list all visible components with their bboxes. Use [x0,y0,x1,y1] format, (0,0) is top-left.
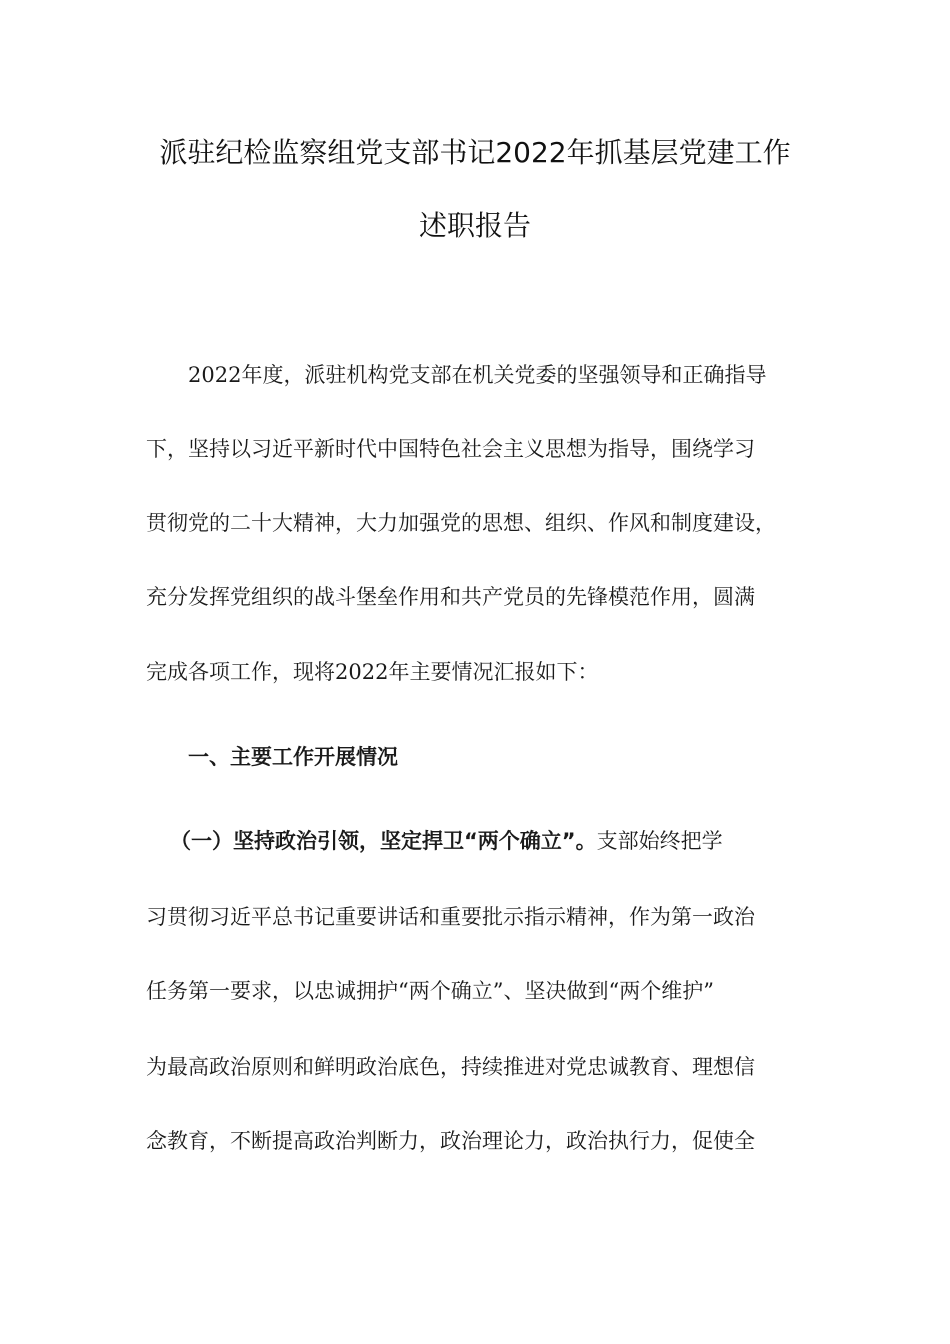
subsection-line-2: 习贯彻习近平总书记重要讲话和重要批示指示精神，作为第一政治 [146,905,755,929]
section-heading: 一、主要工作开展情况 [188,745,398,769]
intro-line-4: 充分发挥党组织的战斗堡垒作用和共产党员的先锋模范作用，圆满 [146,585,755,609]
subsection-line-3: 任务第一要求，以忠诚拥护“两个确立”、坚决做到“两个维护” [146,979,714,1003]
document-title-line-2: 述职报告 [418,209,531,242]
intro-line-5: 完成各项工作，现将2022年主要情况汇报如下： [146,660,599,684]
intro-line-2: 下，坚持以习近平新时代中国特色社会主义思想为指导，围绕学习 [146,437,755,461]
subsection-bold-lead: （一）坚持政治引领，坚定捍卫“两个确立”。 [170,829,597,853]
subsection-line-4: 为最高政治原则和鲜明政治底色，持续推进对党忠诚教育、理想信 [146,1055,755,1079]
subsection-line-5: 念教育，不断提高政治判断力，政治理论力，政治执行力，促使全 [146,1129,755,1153]
subsection-first-line [170,826,810,856]
subsection-first-line-rest: 支部始终把学 [596,829,723,853]
intro-line-3: 贯彻党的二十大精神，大力加强党的思想、组织、作风和制度建设， [146,511,776,535]
intro-line-1: 2022年度，派驻机构党支部在机关党委的坚强领导和正确指导 [188,363,767,387]
document-title-line-1: 派驻纪检监察组党支部书记2022年抓基层党建工作 [159,136,791,169]
